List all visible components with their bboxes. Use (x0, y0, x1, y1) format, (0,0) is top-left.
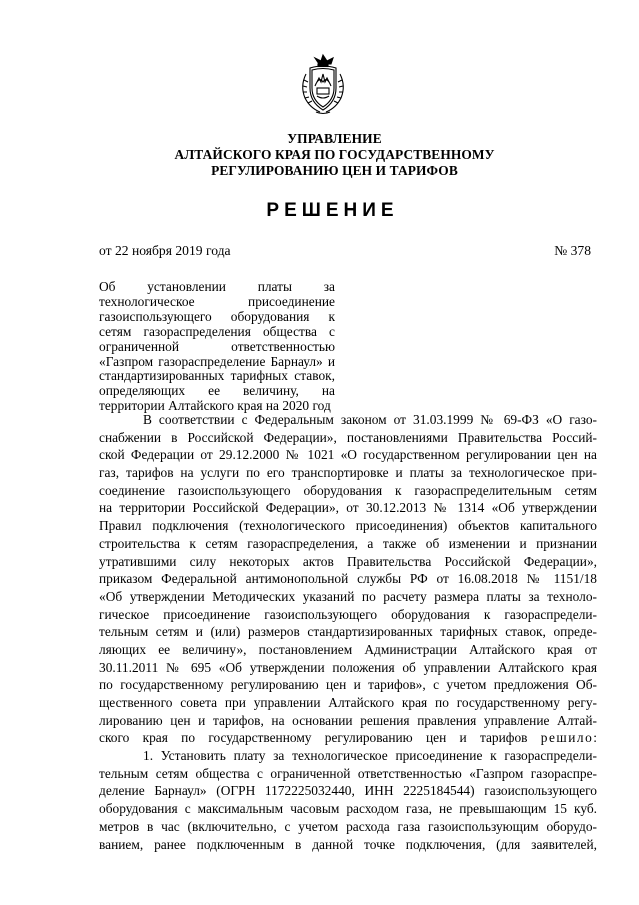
body-line: гическое присоединение газоиспользующего оборудования к газораспредели- (99, 606, 597, 622)
body-line: ской Федерации от 29.12.2000 № 1021 «О государственном регулировании цен на (99, 447, 597, 463)
body-line: на территории Российской Федерации», от 30.12.2013 № 1314 «Об утверждении (99, 500, 597, 516)
body-line: «Об утверждении Методических указаний по расчету размера платы за техноло- (99, 588, 597, 604)
item-1-line: тельным сетям общества с ограниченной ответственностью «Газпром газораспре- (99, 765, 597, 781)
item-1-line: ванием, ранее подключенным в данной точке подключения, (для заявителей, (99, 836, 597, 852)
body-line: ляющих ее величину», постановлением Администрации Алтайского края от (99, 641, 597, 657)
document-title: РЕШЕНИЕ (266, 200, 399, 221)
body-line: щественного совета при управлении Алтайского края по государственному регу- (99, 695, 597, 710)
body-line: 30.11.2011 № 695 «Об утверждении положения об управлении Алтайского края (99, 659, 597, 675)
body-line: соединение газоиспользующего оборудования к газораспределительным сетям (99, 482, 597, 498)
body-line-resolution (99, 729, 597, 747)
org-name-line-1: УПРАВЛЕНИЕ (287, 131, 382, 146)
body-line: газ, тарифов на услуги по его транспортировке и платы за технологическое при- (99, 465, 597, 481)
resolved-word: решило (540, 730, 594, 746)
body-line: лированию цен и тарифов, на основании решения правления управление Алтай- (99, 712, 597, 728)
item-1-line: оборудования с максимальным часовым расходом газа, не превышающим 15 куб. (99, 801, 597, 817)
document-body (99, 411, 597, 853)
item-1-line: 1. Установить плату за технологическое присоединение к газораспредели- (143, 748, 597, 764)
resolved-colon: : (593, 730, 597, 746)
document-number: № 378 (554, 243, 591, 258)
item-1-line: метров в час (включительно, с учетом расхода газа газоиспользующим оборудо- (99, 818, 597, 834)
body-line: строительства к сетям газораспределения, а также об изменении и признании (99, 535, 597, 551)
body-line: приказом Федеральной антимонопольной службы РФ от 16.08.2018 № 1151/18 (99, 571, 597, 587)
document-subject: Об установлении платы за технологическое присоединение газоиспользующего оборудования к сетям газораспределения общества с ограниченной ответственностью «Газпром газораспределение Барнаул» и стандартизированных тарифных ставок, определяющих ее величину, на территории Алтайского края на 2020 год (99, 279, 335, 414)
org-name-line-2: АЛТАЙСКОГО КРАЯ ПО ГОСУДАРСТВЕННОМУ (174, 147, 495, 162)
document-date: от 22 ноября 2019 года (99, 243, 231, 258)
body-line: Правил подключения (технологического присоединения) объектов капитального (99, 518, 597, 534)
body-line: по государственному регулированию цен и тарифов», с учетом предложения Об- (99, 677, 597, 693)
item-1-line: деление Барнаул» (ОГРН 1172225032440, ИНН 2225184544) газоиспользующего (99, 783, 597, 799)
body-line: тельным сетям и (или) размеров стандартизированных тарифных ставок, опреде- (99, 624, 597, 640)
organization-header (0, 131, 639, 179)
body-line: снабжении в Российской Федерации», постановлениями Правительства Россий- (99, 429, 597, 445)
org-name-line-3: РЕГУЛИРОВАНИЮ ЦЕН И ТАРИФОВ (211, 163, 458, 178)
body-line: В соответствии с Федеральным законом от 31.03.1999 № 69-ФЗ «О газо- (143, 412, 597, 427)
recital-ending: ского края по государственному регулированию цен и тарифов (99, 730, 541, 746)
body-line: утратившими силу некоторых актов Правительства Российской Федерации», (99, 553, 597, 569)
altai-krai-coat-of-arms-icon (296, 52, 350, 116)
